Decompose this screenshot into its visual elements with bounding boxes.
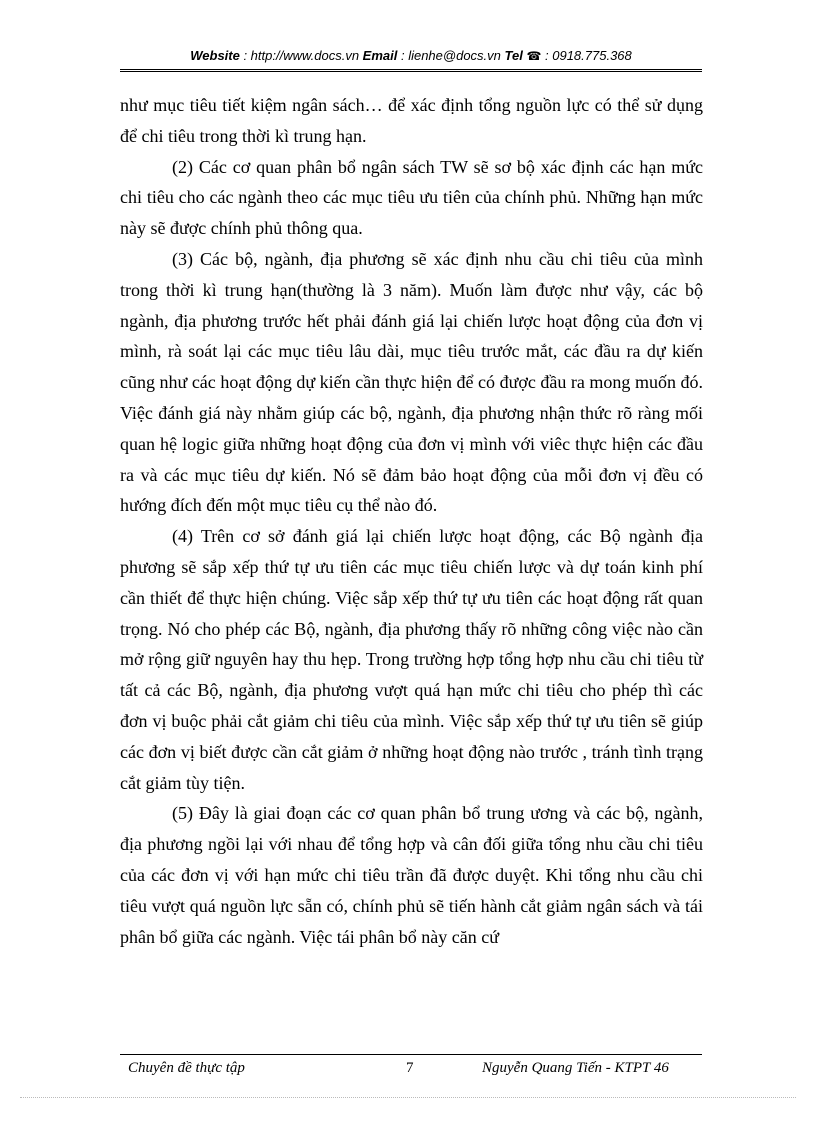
document-body bbox=[120, 90, 703, 952]
website-label: Website bbox=[190, 48, 240, 63]
paragraph-step-5: (5) Đây là giai đoạn các cơ quan phân bổ trung ương và các bộ, ngành, địa phương ngồi lại với nhau để tổng hợp và cân đối giữa tổng nhu cầu chi tiêu của các đơn vị với hạn mức chi tiêu trần đã được duyệt. Khi tổng nhu cầu chi tiêu vượt quá nguồn lực sẵn có, chính phủ sẽ tiến hành cắt giảm ngân sách và tái phân bổ giữa các ngành. Việc tái phân bổ này căn cứ bbox=[120, 803, 703, 947]
page-edge-divider bbox=[20, 1097, 796, 1098]
paragraph-step-4: (4) Trên cơ sở đánh giá lại chiến lược hoạt động, các Bộ ngành địa phương sẽ sắp xếp thứ tự ưu tiên các mục tiêu chiến lược và dự toán kinh phí cần thiết để thực hiện chúng. Việc sắp xếp thứ tự ưu tiên các hoạt động rất quan trọng. Nó cho phép các Bộ, ngành, địa phương thấy rõ những công việc nào cần mở rộng giữ nguyên hay thu hẹp. Trong trường hợp tổng hợp nhu cầu chi tiêu từ tất cả các Bộ, ngành, địa phương vượt quá hạn mức chi tiêu cho phép thì các đơn vị buộc phải cắt giảm chi tiêu của mình. Việc sắp xếp thứ tự ưu tiên sẽ giúp các đơn vị biết được cần cắt giảm ở những hoạt động nào trước , tránh tình trạng cắt giảm tùy tiện. bbox=[120, 526, 703, 793]
email-label: Email bbox=[362, 48, 398, 63]
paragraph-step-2: (2) Các cơ quan phân bổ ngân sách TW sẽ sơ bộ xác định các hạn mức chi tiêu cho các ngành theo các mục tiêu ưu tiên của chính phủ. Những hạn mức này sẽ được chính phủ thông qua. bbox=[120, 156, 703, 239]
header-rule bbox=[120, 69, 702, 72]
website-url[interactable]: : http://www.docs.vn bbox=[239, 48, 363, 63]
tel-label: Tel bbox=[504, 48, 523, 63]
footer-title: Chuyên đề thực tập bbox=[128, 1060, 245, 1076]
email-address[interactable]: : lienhe@docs.vn bbox=[397, 48, 505, 63]
tel-number: : 0918.775.368 bbox=[541, 48, 632, 63]
page-header bbox=[120, 46, 702, 66]
footer-author: Nguyễn Quang Tiến - KTPT 46 bbox=[482, 1060, 669, 1076]
phone-icon: ☎ bbox=[526, 49, 542, 63]
paragraph-continuation: như mục tiêu tiết kiệm ngân sách… để xác định tổng nguồn lực có thể sử dụng để chi tiêu trong thời kì trung hạn. bbox=[120, 95, 703, 146]
page-number: 7 bbox=[406, 1060, 414, 1076]
paragraph-step-3: (3) Các bộ, ngành, địa phương sẽ xác định nhu cầu chi tiêu của mình trong thời kì trung hạn(thường là 3 năm). Muốn làm được như vậy, các bộ ngành, địa phương trước hết phải đánh giá lại chiến lược hoạt động của đơn vị mình, rà soát lại các mục tiêu lâu dài, mục tiêu trước mắt, các đầu ra dự kiến cũng như các hoạt động dự kiến cần thực hiện để có được đầu ra mong muốn đó. Việc đánh giá này nhằm giúp các bộ, ngành, địa phương nhận thức rõ ràng mối quan hệ logic giữa những hoạt động của đơn vị mình với viêc thực hiện các đầu ra và các mục tiêu dự kiến. Nó sẽ đảm bảo hoạt động của mỗi đơn vị đều có hướng đích đến một mục tiêu cụ thể nào đó. bbox=[120, 248, 703, 516]
footer-rule bbox=[120, 1054, 702, 1055]
